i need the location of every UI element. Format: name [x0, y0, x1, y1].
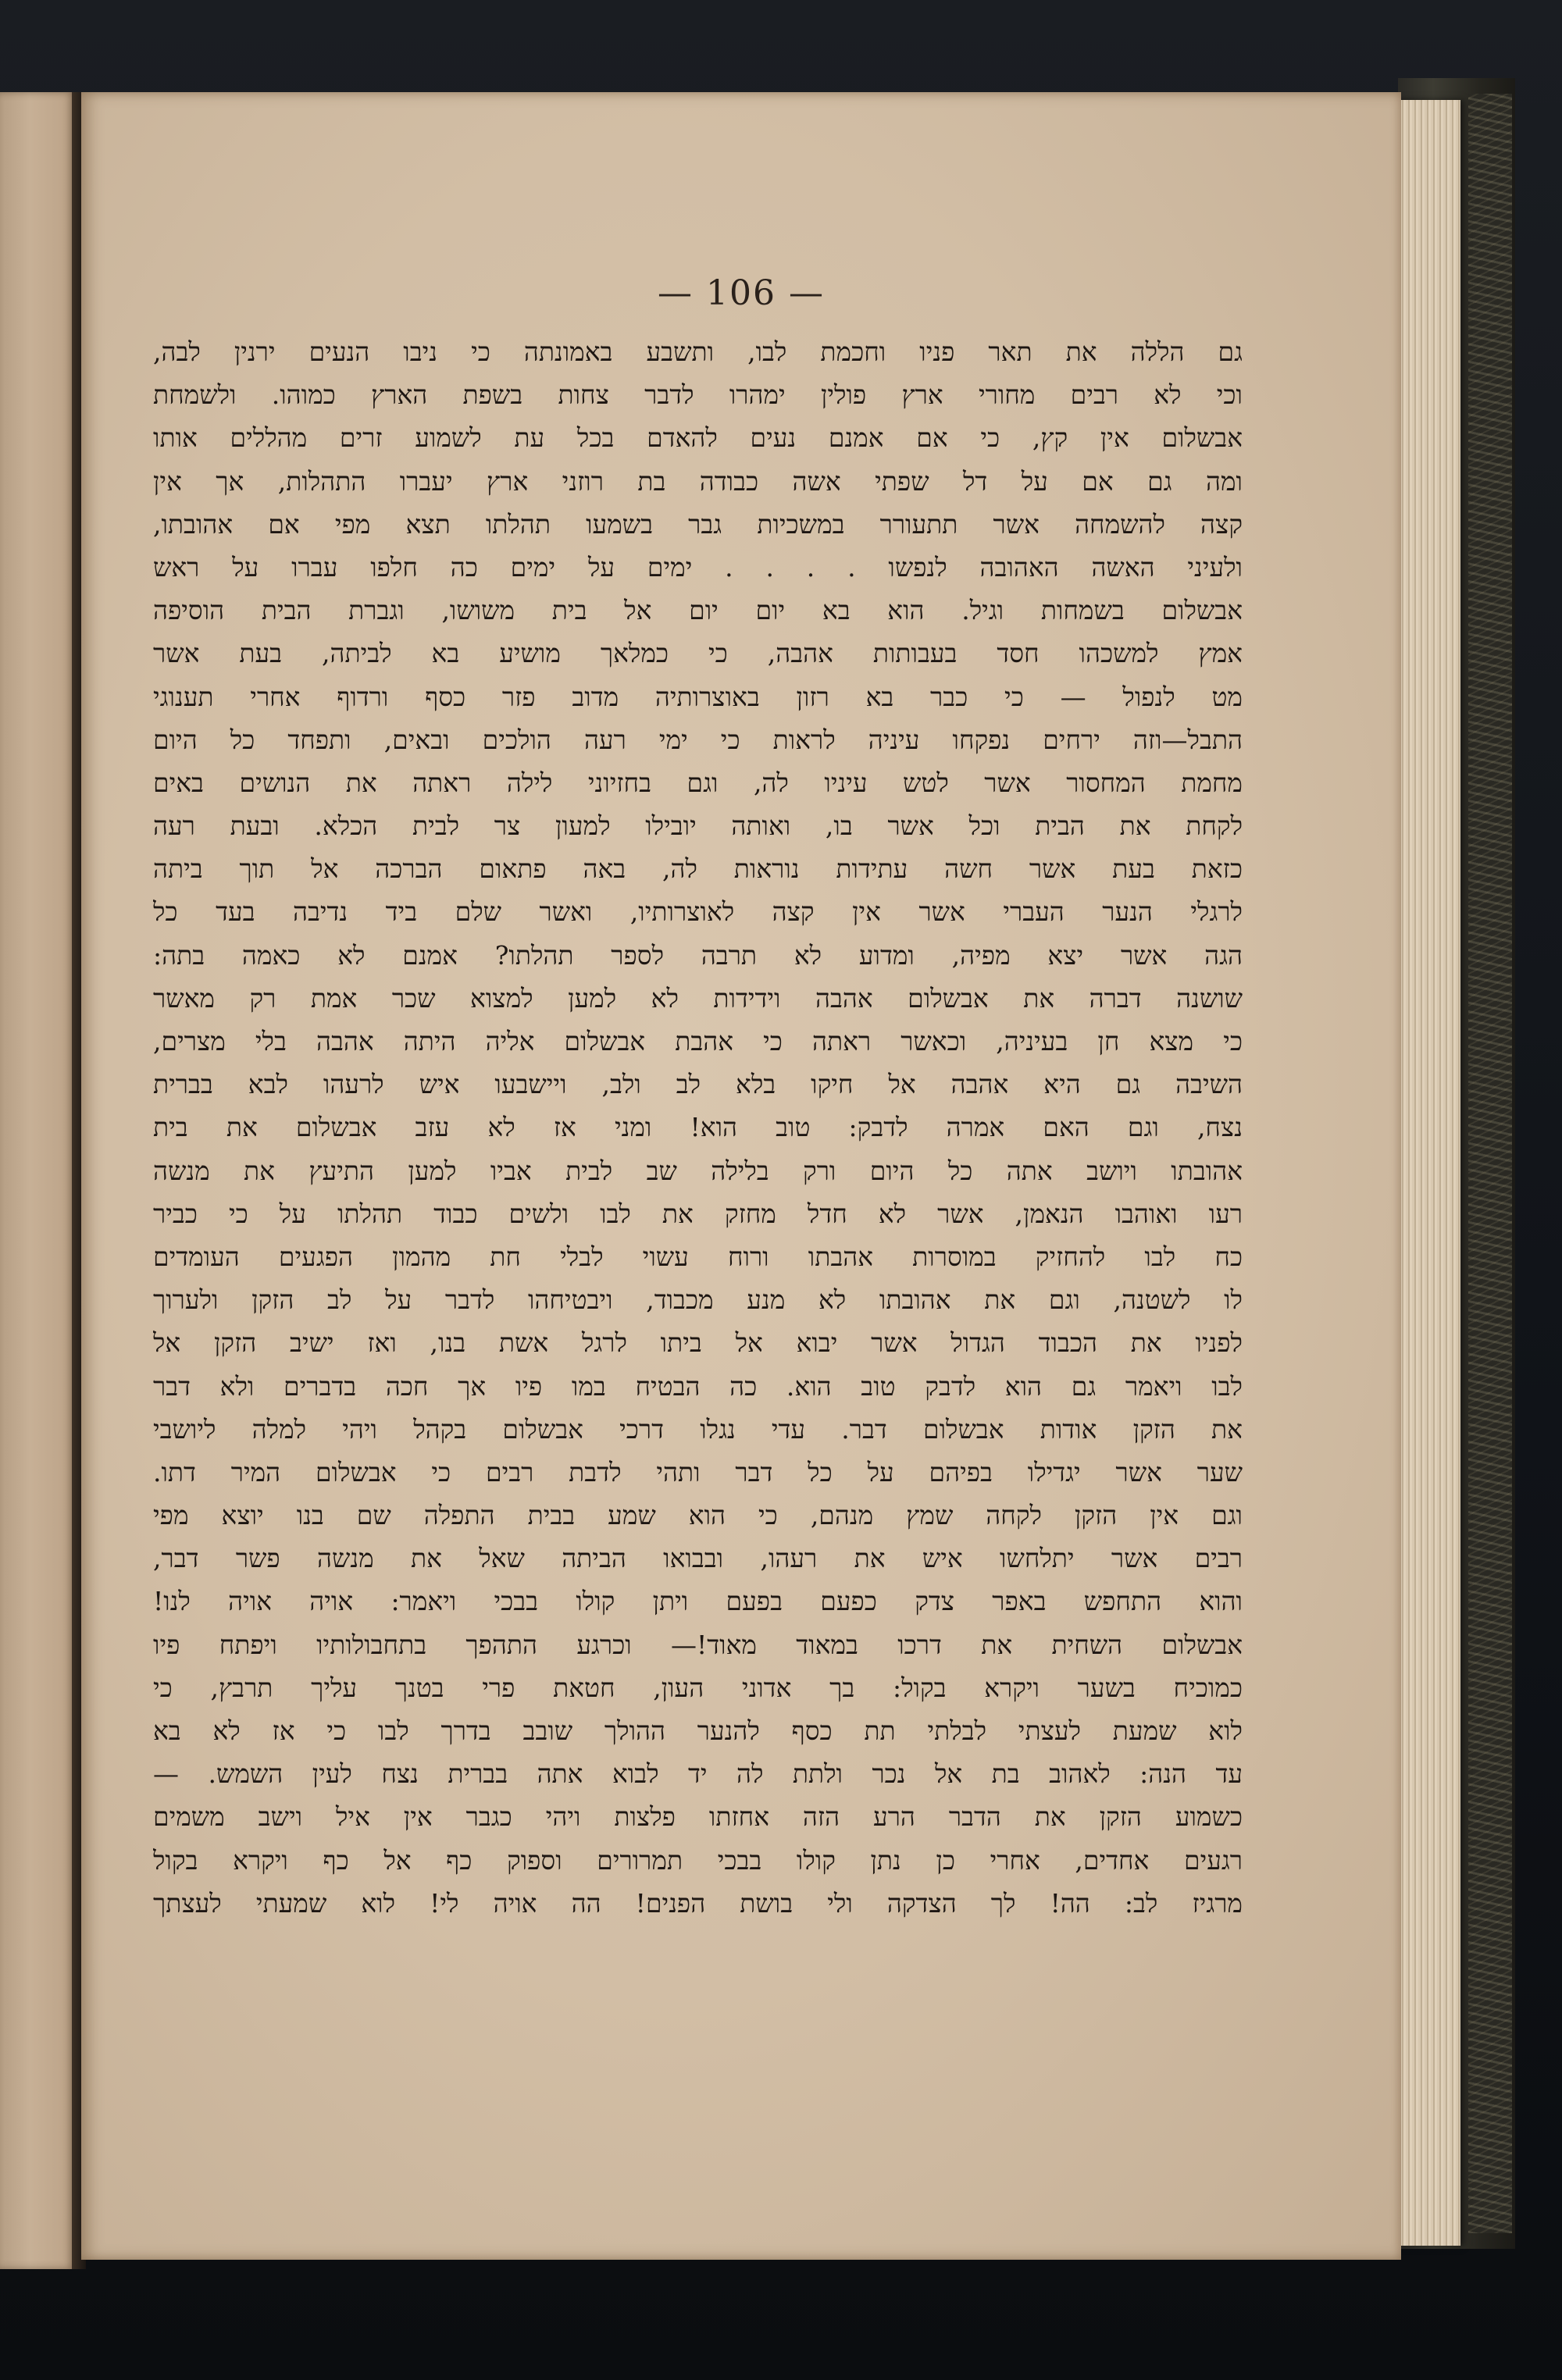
text-line: רגעים אחדים, אחרי כן נתן קולו בבכי תמרורים וספוק כף אל כף ויקרא בקול — [153, 1844, 1243, 1876]
text-line: הגה אשר יצא מפיה, ומדוע לא תרבה לספר תהלתו? אמנם לא כאמה בתה: — [153, 939, 1243, 971]
text-line: לבו ויאמר גם הוא לדבק טוב הוא. כה הבטיח במו פיו אך חכה בדברים ולא דבר — [153, 1370, 1243, 1402]
text-line: כמוכיח בשער ויקרא בקול: בך אדוני העון, חטאת פרי בטנך עליך תרבץ, כי — [153, 1672, 1243, 1703]
text-line: וכי לא רבים מחורי ארץ פולין ימהרו לדבר צחות בשפת הארץ כמוהו. ולשמחת — [153, 379, 1243, 411]
text-line: אהובתו ויושב אתה כל היום ורק בלילה שב לבית אביו למען התיעץ את מנשה — [153, 1155, 1243, 1186]
text-line: את הזקן אודות אבשלום דבר. עדי נגלו דרכי אבשלום בקהל ויהי למלה ליושבי — [153, 1413, 1243, 1445]
text-line: אבשלום אין קץ, כי אם אמנם נעים להאדם בכל עת לשמוע זרים מהללים אותו — [153, 422, 1243, 454]
text-line: אמץ למשכהו חסד בעבותות אהבה, כי כמלאך מושיע בא לביתה, בעת אשר — [153, 638, 1243, 669]
text-line: התבל—וזה ירחים נפקחו עיניה לראות כי ימי רעה הולכים ובאים, ותפחד כל היום — [153, 724, 1243, 755]
text-line: והוא התחפש באפר צדק כפעם בפעם ויתן קולו בבכי ויאמר: אויה אויה לנו! — [153, 1586, 1243, 1617]
text-line: אבשלום השחית את דרכו במאוד מאוד!— וכרגע התהפך בתחבולותיו ויפתח פיו — [153, 1629, 1243, 1660]
text-line: ומה גם אם על דל שפתי אשה כבודה בת רוזני ארץ יעברו התהלות, אך אין — [153, 465, 1243, 497]
text-line: רבים אשר יתלחשו איש את רעהו, ובבואו הביתה שאל את מנשה פשר דבר, — [153, 1543, 1243, 1574]
text-line: כשמוע הזקן את הדבר הרע הזה אחזתו פלצות ויהי כגבר אין איל וישב משמים — [153, 1801, 1243, 1833]
text-line: נצח, וגם האם אמרה לדבק: טוב הוא! ומני אז לא עזב אבשלום את בית — [153, 1112, 1243, 1143]
text-line: גם הללה את תאר פניו וחכמת לבו, ותשבע באמונתה כי ניבו הנעים ירנין לבה, — [153, 337, 1243, 367]
text-line: וגם אין הזקן לקחה שמץ מנהם, כי הוא שמע בבית התפלה שם בנו יוצא מפי — [153, 1500, 1243, 1531]
text-line: כח לבו להחזיק במוסרות אהבתו ורוח עשוי לבלי חת מהמון הפגעים העומדים — [153, 1241, 1243, 1272]
text-line: כזאת בעת אשר חשה עתידות נוראות לה, באה פתאום הברכה אל תוך ביתה — [153, 853, 1243, 885]
text-line: ולעיני האשה האהובה לנפשו . . . . ימים על ימים כה חלפו עברו על ראש — [153, 551, 1243, 583]
previous-page-edge — [0, 92, 75, 2269]
page-number: — 106 — — [658, 273, 825, 313]
text-line: מחמת המחסור אשר לטש עיניו לה, וגם בחזיוני לילה ראתה את הנושים באים — [153, 767, 1243, 798]
text-line: לפניו את הכבוד הגדול אשר יבוא אל ביתו לרגל אשת בנו, ואז ישיב הזקן אל — [153, 1327, 1243, 1359]
text-line: עד הנה: לאהוב בת אל נכר ולתת לה יד לבוא אתה בברית נצח לעין השמש. — — [153, 1758, 1243, 1790]
text-line: מט לנפול — כי כבר בא רזון באוצרותיה מדוב פזר כסף ורדוף אחרי תענוגי — [153, 681, 1243, 712]
text-line: השיבה גם היא אהבה אל חיקו בלא לב ולב, ויישבעו איש לרעהו לבא בברית — [153, 1069, 1243, 1100]
text-line: לוא שמעת לעצתי לבלתי תת כסף להנער ההולך שובב בדרך לבו כי אז לא בא — [153, 1716, 1243, 1746]
text-line: כי מצא חן בעיניה, וכאשר ראתה כי אהבת אבשלום אליה היתה אהבה בלי מצרים, — [153, 1026, 1243, 1056]
text-line: מרגיז לב: הה! לך הצדקה ולי בושת הפנים! הה אויה לי! לוא שמעתי לעצתך — [153, 1887, 1243, 1919]
cover-marbled-edge — [1468, 94, 1512, 2233]
text-line: שער אשר יגדילו בפיהם על כל דבר ותהי לדבת רבים כי אבשלום המיר דתו. — [153, 1456, 1243, 1488]
text-line: שושנה דברה את אבשלום אהבה וידידות לא למען למצוא שכר אמת רק מאשר — [153, 982, 1243, 1014]
text-line: רעו ואוהבו הנאמן, אשר לא חדל מחזק את לבו ולשים כבוד תהלתו על כי כביר — [153, 1198, 1243, 1229]
text-line: לרגלי הנער העברי אשר אין קצה לאוצרותיו, ואשר שלם ביד נדיבה בעד כל — [153, 896, 1243, 928]
text-line: לקחת את הבית וכל אשר בו, ואותה יובילו למעון צר לבית הכלא. ובעת רעה — [153, 811, 1243, 842]
text-line: אבשלום בשמחות וגיל. הוא בא יום יום אל בית משושו, וגברת הבית הוסיפה — [153, 595, 1243, 626]
text-line: קצה להשמחה אשר תתעורר במשכיות גבר בשמעו תהלתו תצא מפי אם אהובתו, — [153, 508, 1243, 540]
book-page — [81, 92, 1401, 2260]
text-line: לו לשטנה, וגם את אהובתו לא מנע מכבוד, ויבטיחהו לדבר על לב הזקן ולערוך — [153, 1284, 1243, 1316]
body-text — [153, 330, 1243, 1925]
